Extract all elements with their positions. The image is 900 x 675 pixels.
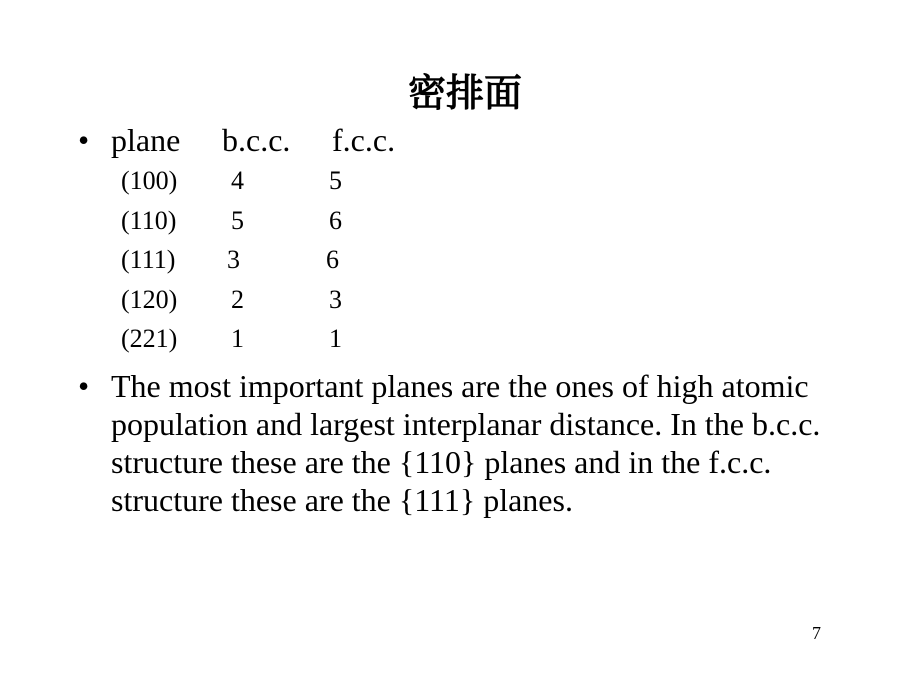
bullet-text [111, 367, 856, 519]
cell-fcc: 6 [326, 245, 339, 274]
cell-bcc: 1 [231, 324, 244, 353]
header-bcc: b.c.c. [222, 122, 291, 158]
table-row [121, 324, 381, 364]
bullet-marker: • [78, 122, 90, 158]
bullet-marker: • [78, 368, 90, 404]
page-number: 7 [812, 623, 821, 643]
bullet-paragraph: The most important planes are the ones of high atomic population and largest interplanar distance. In the b.c.c. structure these are the {110} planes and in the f.c.c. structure these are the {111} planes. [111, 368, 821, 518]
header-plane: plane [111, 122, 181, 158]
cell-bcc: 5 [231, 205, 244, 235]
table-row [121, 206, 381, 246]
cell-plane: (110) [121, 205, 177, 235]
cell-plane: (111) [121, 245, 176, 274]
table-row [121, 285, 381, 325]
cell-fcc: 3 [329, 284, 342, 314]
bullet-text [111, 121, 856, 159]
slide-title: 密排面 [407, 71, 522, 115]
table-row [121, 166, 381, 206]
cell-fcc: 5 [329, 166, 342, 195]
cell-plane: (120) [121, 284, 178, 314]
cell-bcc: 4 [231, 166, 244, 195]
cell-plane: (221) [121, 324, 178, 353]
cell-fcc: 1 [329, 324, 342, 353]
header-fcc: f.c.c. [332, 122, 396, 158]
plane-table [121, 166, 381, 364]
table-header-row [111, 121, 856, 159]
cell-bcc: 3 [227, 245, 240, 274]
cell-bcc: 2 [231, 284, 244, 314]
cell-plane: (100) [121, 166, 178, 195]
table-row [121, 245, 381, 285]
cell-fcc: 6 [329, 205, 342, 235]
